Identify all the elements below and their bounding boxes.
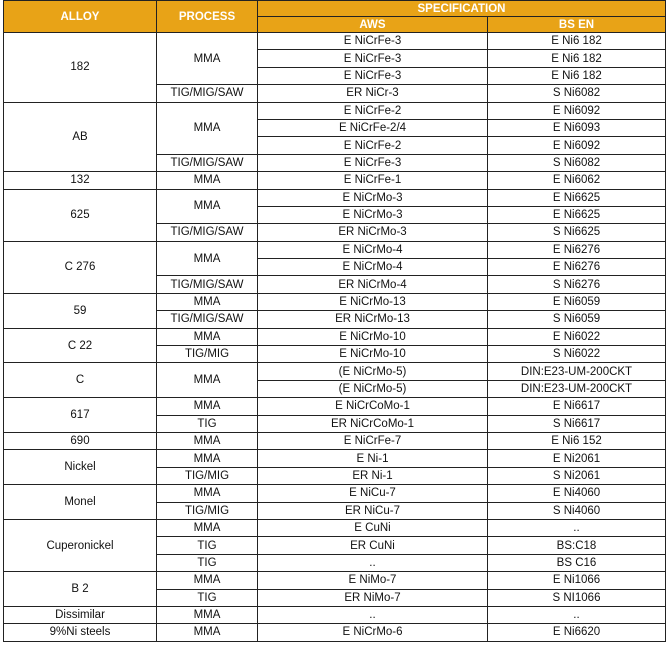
bs-en-cell: E Ni6093: [488, 119, 666, 136]
bs-en-cell: E Ni6620: [488, 624, 666, 641]
table-row: [4, 241, 666, 258]
aws-cell: E NiCrMo-4: [258, 259, 488, 276]
bs-en-cell: E Ni2061: [488, 450, 666, 467]
bs-en-cell: E Ni1066: [488, 572, 666, 589]
table-row: [4, 432, 666, 449]
aws-cell: E NiCrFe-3: [258, 154, 488, 171]
bs-en-cell: E Ni6059: [488, 293, 666, 310]
process-cell: MMA: [157, 519, 258, 536]
process-cell: TIG/MIG/SAW: [157, 85, 258, 102]
process-cell: TIG/MIG/SAW: [157, 311, 258, 328]
aws-header: AWS: [258, 17, 488, 33]
bs-en-cell: S Ni6082: [488, 154, 666, 171]
process-cell: MMA: [157, 328, 258, 345]
bs-en-cell: S Ni6059: [488, 311, 666, 328]
bs-en-cell: E Ni6617: [488, 398, 666, 415]
aws-cell: ER NiCrMo-3: [258, 224, 488, 241]
aws-cell: ER NiCr-3: [258, 85, 488, 102]
alloy-cell: B 2: [4, 572, 157, 607]
aws-cell: ER NiCrMo-13: [258, 311, 488, 328]
table-row: [4, 172, 666, 189]
process-cell: TIG: [157, 537, 258, 554]
alloy-cell: 59: [4, 293, 157, 328]
alloy-cell: C 276: [4, 241, 157, 293]
alloy-cell: 9%Ni steels: [4, 624, 157, 641]
aws-cell: E NiCu-7: [258, 485, 488, 502]
bs-en-cell: BS C16: [488, 554, 666, 571]
bs-en-cell: E Ni6092: [488, 137, 666, 154]
alloy-cell: C: [4, 363, 157, 398]
bs-en-cell: E Ni6 152: [488, 432, 666, 449]
process-cell: MMA: [157, 450, 258, 467]
bs-en-cell: E Ni6276: [488, 259, 666, 276]
bs-en-cell: S Ni6276: [488, 276, 666, 293]
aws-cell: ER NiCu-7: [258, 502, 488, 519]
process-cell: TIG/MIG: [157, 502, 258, 519]
aws-cell: E NiCrMo-10: [258, 346, 488, 363]
aws-cell: E NiCrFe-3: [258, 50, 488, 67]
process-cell: MMA: [157, 606, 258, 623]
aws-cell: ER Ni-1: [258, 467, 488, 484]
specification-table: [3, 0, 666, 642]
aws-cell: E NiCrFe-1: [258, 172, 488, 189]
table-row: [4, 293, 666, 310]
aws-cell: ER NiCrMo-4: [258, 276, 488, 293]
bs-en-cell: S Ni6082: [488, 85, 666, 102]
bs-en-cell: ..: [488, 606, 666, 623]
aws-cell: ER NiMo-7: [258, 589, 488, 606]
bs-en-cell: S Ni2061: [488, 467, 666, 484]
aws-cell: E NiCrMo-4: [258, 241, 488, 258]
aws-cell: (E NiCrMo-5): [258, 363, 488, 380]
process-cell: MMA: [157, 293, 258, 310]
aws-cell: E Ni-1: [258, 450, 488, 467]
process-cell: MMA: [157, 189, 258, 224]
process-cell: TIG: [157, 554, 258, 571]
table-body: [4, 33, 666, 642]
table-row: [4, 519, 666, 536]
alloy-cell: 625: [4, 189, 157, 241]
table-row: [4, 606, 666, 623]
aws-cell: E NiMo-7: [258, 572, 488, 589]
aws-cell: (E NiCrMo-5): [258, 380, 488, 397]
bs-en-cell: S Ni4060: [488, 502, 666, 519]
aws-cell: E NiCrFe-3: [258, 33, 488, 50]
aws-cell: E NiCrFe-2/4: [258, 119, 488, 136]
process-cell: MMA: [157, 363, 258, 398]
aws-cell: E NiCrFe-2: [258, 137, 488, 154]
table-row: [4, 328, 666, 345]
bs-en-cell: S Ni6022: [488, 346, 666, 363]
alloy-cell: AB: [4, 102, 157, 172]
bs-en-cell: BS:C18: [488, 537, 666, 554]
alloy-cell: Monel: [4, 485, 157, 520]
process-cell: TIG/MIG/SAW: [157, 154, 258, 171]
table-row: [4, 572, 666, 589]
aws-cell: E NiCrMo-6: [258, 624, 488, 641]
process-cell: MMA: [157, 572, 258, 589]
specification-header: SPECIFICATION: [258, 1, 666, 17]
process-cell: MMA: [157, 33, 258, 85]
alloy-cell: Nickel: [4, 450, 157, 485]
bs-en-header: BS EN: [488, 17, 666, 33]
bs-en-cell: E Ni6092: [488, 102, 666, 119]
bs-en-cell: E Ni6022: [488, 328, 666, 345]
bs-en-cell: E Ni6276: [488, 241, 666, 258]
process-cell: TIG/MIG/SAW: [157, 276, 258, 293]
bs-en-cell: E Ni6625: [488, 206, 666, 223]
aws-cell: E NiCrCoMo-1: [258, 398, 488, 415]
aws-cell: ..: [258, 554, 488, 571]
process-header: PROCESS: [157, 1, 258, 33]
aws-cell: E NiCrFe-7: [258, 432, 488, 449]
table-row: [4, 363, 666, 380]
table-row: [4, 624, 666, 641]
bs-en-cell: E Ni6625: [488, 189, 666, 206]
process-cell: MMA: [157, 485, 258, 502]
process-cell: MMA: [157, 624, 258, 641]
aws-cell: E NiCrMo-3: [258, 206, 488, 223]
aws-cell: E CuNi: [258, 519, 488, 536]
alloy-cell: 182: [4, 33, 157, 103]
process-cell: TIG/MIG/SAW: [157, 224, 258, 241]
process-cell: MMA: [157, 432, 258, 449]
aws-cell: ER CuNi: [258, 537, 488, 554]
alloy-cell: Cuperonickel: [4, 519, 157, 571]
alloy-cell: 132: [4, 172, 157, 189]
aws-cell: E NiCrMo-10: [258, 328, 488, 345]
bs-en-cell: E Ni4060: [488, 485, 666, 502]
bs-en-cell: E Ni6 182: [488, 67, 666, 84]
alloy-cell: Dissimilar: [4, 606, 157, 623]
alloy-cell: 617: [4, 398, 157, 433]
aws-cell: E NiCrFe-2: [258, 102, 488, 119]
alloy-cell: 690: [4, 432, 157, 449]
bs-en-cell: E Ni6062: [488, 172, 666, 189]
bs-en-cell: S Ni6625: [488, 224, 666, 241]
table-row: [4, 102, 666, 119]
process-cell: MMA: [157, 172, 258, 189]
bs-en-cell: E Ni6 182: [488, 33, 666, 50]
process-cell: MMA: [157, 241, 258, 276]
bs-en-cell: DIN:E23-UM-200CKT: [488, 380, 666, 397]
aws-cell: E NiCrMo-3: [258, 189, 488, 206]
aws-cell: E NiCrFe-3: [258, 67, 488, 84]
process-cell: MMA: [157, 102, 258, 154]
bs-en-cell: S NI1066: [488, 589, 666, 606]
bs-en-cell: E Ni6 182: [488, 50, 666, 67]
bs-en-cell: DIN:E23-UM-200CKT: [488, 363, 666, 380]
table-row: [4, 485, 666, 502]
bs-en-cell: ..: [488, 519, 666, 536]
process-cell: TIG: [157, 589, 258, 606]
aws-cell: ER NiCrCoMo-1: [258, 415, 488, 432]
alloy-header: ALLOY: [4, 1, 157, 33]
table-row: [4, 398, 666, 415]
table-row: [4, 33, 666, 50]
process-cell: MMA: [157, 398, 258, 415]
process-cell: TIG/MIG: [157, 346, 258, 363]
bs-en-cell: S Ni6617: [488, 415, 666, 432]
aws-cell: E NiCrMo-13: [258, 293, 488, 310]
aws-cell: ..: [258, 606, 488, 623]
table-row: [4, 450, 666, 467]
alloy-cell: C 22: [4, 328, 157, 363]
process-cell: TIG/MIG: [157, 467, 258, 484]
process-cell: TIG: [157, 415, 258, 432]
table-row: [4, 189, 666, 206]
